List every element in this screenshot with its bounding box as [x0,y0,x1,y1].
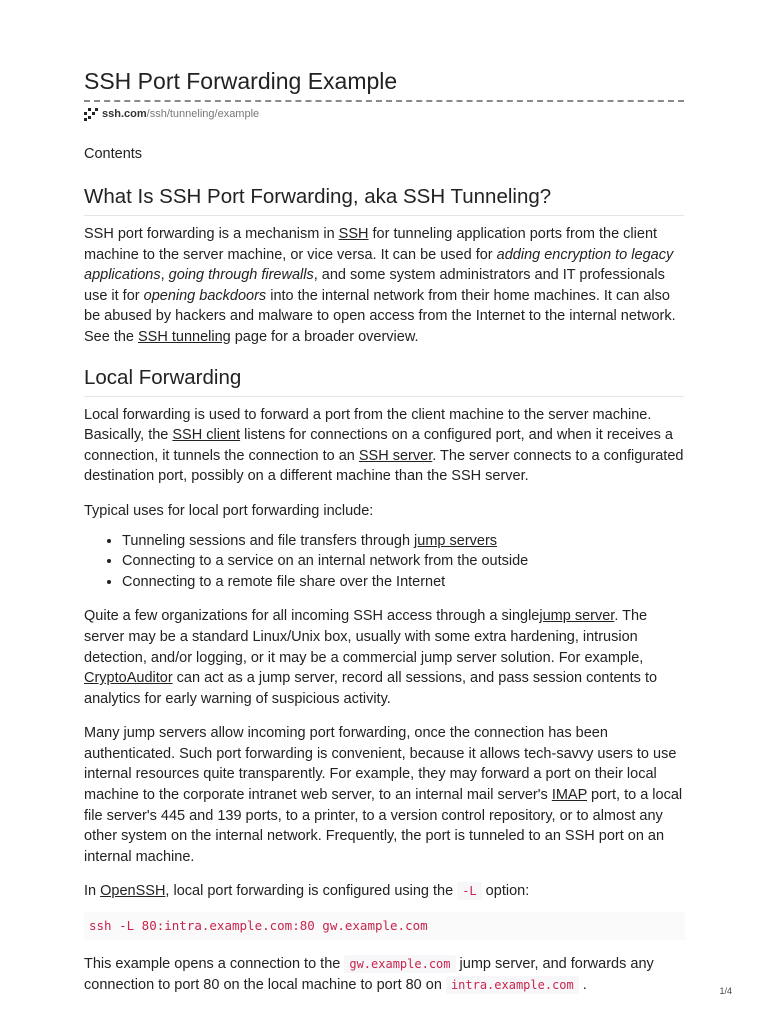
list-item: • Connecting to a remote file share over the Internet [122,572,685,593]
section-what-is-heading: What Is SSH Port Forwarding, aka SSH Tunneling? [84,185,552,208]
list-item: • Tunneling sessions and file transfers through jump servers [122,531,685,552]
list-item: • Connecting to a service on an internal network from the outside [122,551,685,572]
ssh-link[interactable]: SSH [338,226,369,242]
openssh-link[interactable]: OpenSSH [100,883,166,900]
local-paragraph-5: In OpenSSH, local port forwarding is configured using the -L option: [84,883,530,900]
document-page [84,66,685,995]
local-paragraph-6: This example opens a connection to the gw.example.com jump server, and forwards any connection to port 80 on the local machine to port 80 on intra.example.com . [84,956,654,993]
local-paragraph-4: Many jump servers allow incoming port forwarding, once the connection has been authenticated. Such port forwarding is convenient, because it allows tech-savvy users to use internal resources quite transparently. For example, they may forward a port on their local machine to the corporate intranet web server, to an internal mail server's IMAP port, to a local file server's 445 and 139 ports, to a printer, to a version control repository, or to almost any other system on the internal network. Frequently, the port is tunneled to an SSH port on an internal machine. [84,725,683,865]
intranet-host-code: intra.example.com [446,976,579,994]
section-what-is-heading-wrap [84,184,684,216]
ssh-client-link[interactable]: SSH client [172,427,241,444]
section-what-is-paragraph: SSH port forwarding is a mechanism in SSH for tunneling application ports from the client machine to the server machine, or vice versa. It can be used for adding encryption to legacy applications, going through firewalls, and some system administrators and IT professionals use it for opening backdoors into the internal network from their home machines. It can also be abused by hackers and malware to open access from the Internet to the internal network. See the SSH tunneling page for a broader overview. [84,226,676,345]
local-paragraph-2: Typical uses for local port forwarding include: [84,502,374,519]
local-paragraph-1: Local forwarding is used to forward a port from the client machine to the server machine. Basically, the SSH client listens for connections on a configured port, and when it receives a connection, it tunnels the connection to an SSH server. The server connects to a configurated destination port, possibly on a different machine than the SSH server. [84,406,684,485]
page-number: 1/4 [719,986,732,996]
imap-link[interactable]: IMAP [551,787,588,804]
ssh-tunneling-link[interactable]: SSH tunneling [138,328,231,345]
source-link[interactable]: ssh.com/ssh/tunneling/example [102,108,260,120]
section-local-heading-wrap [84,365,684,397]
section-local-heading: Local Forwarding [84,365,242,389]
ssh-command-code-block: ssh -L 80:intra.example.com:80 gw.example.com [84,912,685,940]
ssh-server-link[interactable]: SSH server [358,447,433,464]
source-line [84,106,685,122]
page-title: SSH Port Forwarding Example [84,68,398,94]
title-divider [84,100,684,102]
cryptoauditor-link[interactable]: CryptoAuditor [84,670,173,687]
ssh-logo-icon [84,107,98,121]
jump-server-link[interactable]: jump server [539,608,615,625]
jump-servers-link[interactable]: jump servers [414,532,498,549]
local-paragraph-3: Quite a few organizations for all incoming SSH access through a singlejump server. The server may be a standard Linux/Unix box, usually with some extra hardening, intrusion detection, and/or logging, or it may be a commercial jump server solution. For example, CryptoAuditor can act as a jump server, record all sessions, and pass session contents to analytics for early warning of suspicious activity. [84,608,658,707]
gateway-host-code: gw.example.com [344,955,455,973]
contents-label[interactable]: Contents [84,146,143,162]
option-code: -L [457,882,481,900]
local-uses-list [84,531,685,593]
